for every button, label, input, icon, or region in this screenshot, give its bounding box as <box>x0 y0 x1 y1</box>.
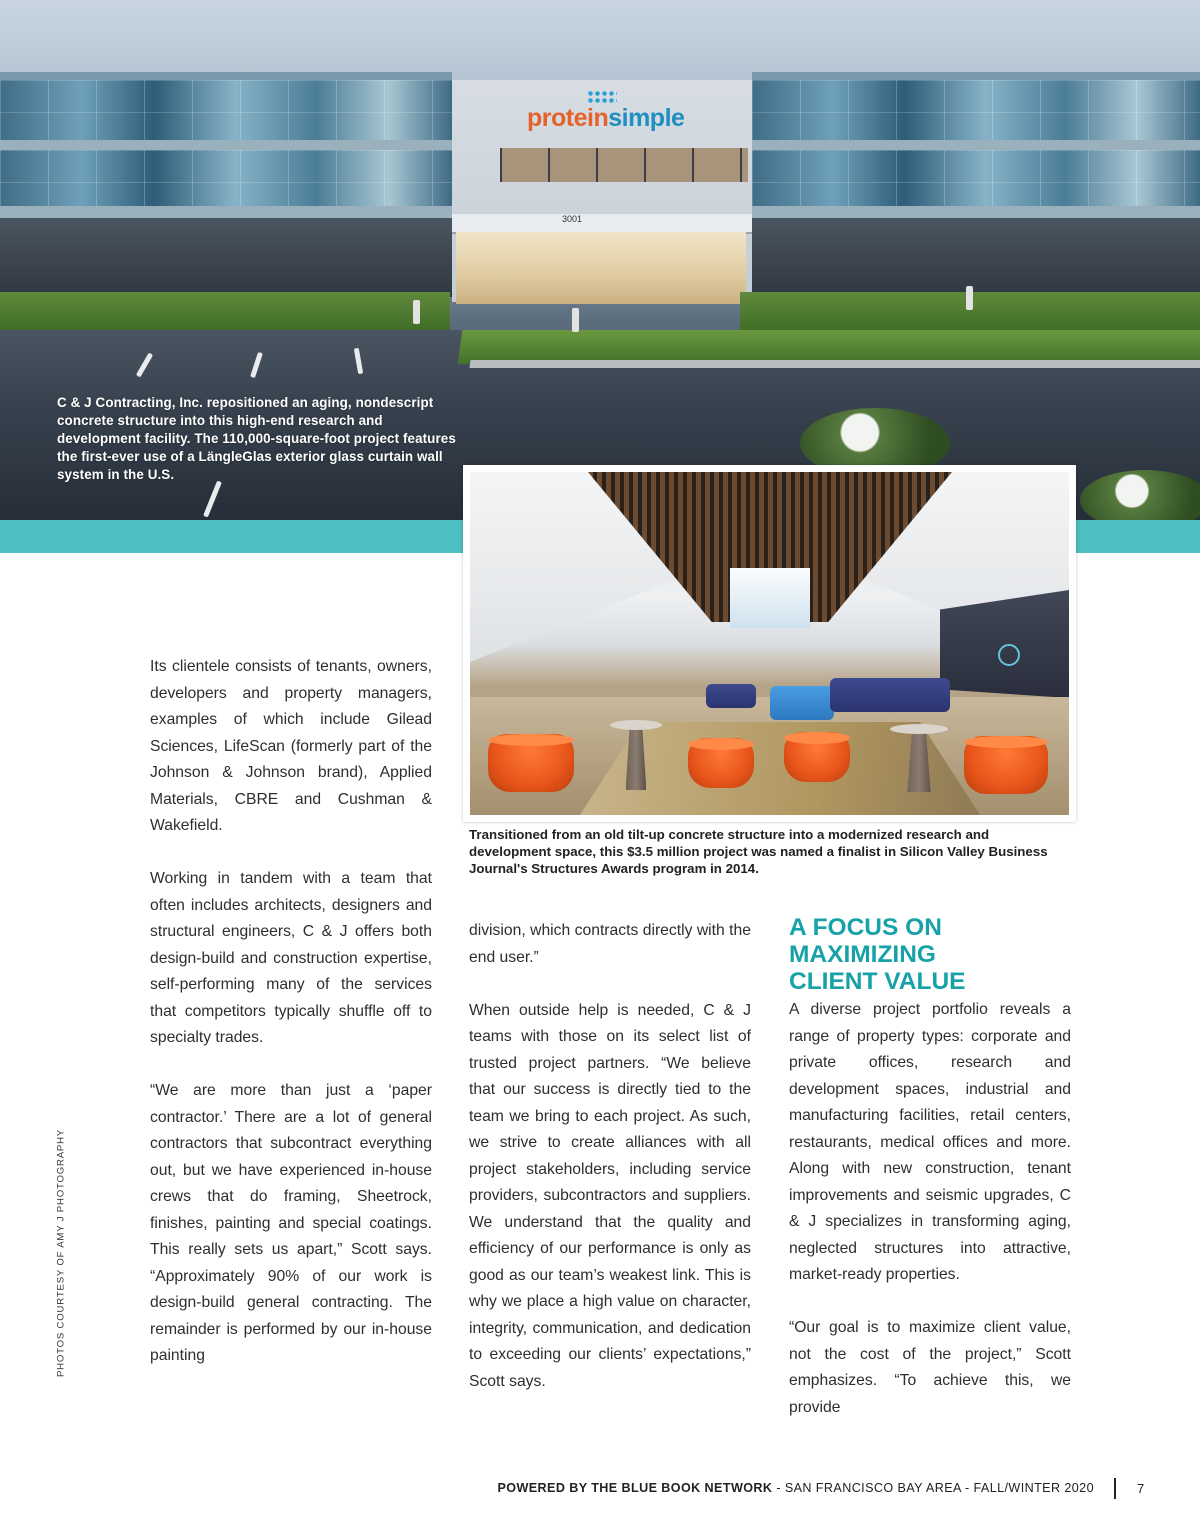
building-right-wing <box>752 72 1200 297</box>
bollard <box>572 308 579 332</box>
paragraph: Its clientele consists of tenants, owners, developers and property managers, examples of which include Gilead Sciences, LifeScan (formerly part of the Johnson & Johnson brand), Applied Materials, CBRE and Cushman & Wakefield. <box>150 658 432 834</box>
heading-line: CLIENT VALUE <box>789 968 966 995</box>
text-column-3 <box>789 997 1071 1421</box>
photo-credit <box>53 1115 69 1391</box>
page-footer <box>0 1478 1200 1500</box>
round-table <box>610 720 662 790</box>
navy-sofa <box>706 684 756 708</box>
office-interior-photo <box>470 472 1069 815</box>
page-number: 7 <box>1137 1481 1145 1496</box>
skylight <box>730 568 810 628</box>
footer-brand: POWERED BY THE BLUE BOOK NETWORK <box>497 1481 773 1495</box>
heading-line: MAXIMIZING <box>789 941 936 968</box>
building-left-wing <box>0 72 452 297</box>
orange-ottoman <box>488 734 574 792</box>
upper-windows <box>500 148 748 182</box>
orange-ottoman <box>784 732 850 782</box>
orange-ottoman <box>688 738 754 788</box>
paragraph: A diverse project portfolio reveals a range of property types: corporate and private offices, research and development spaces, industrial and manufacturing facilities, retail centers, restaurants, medical offices and more. Along with new construction, tenant improvements and seismic upgrades, C & J specializes in transforming aging, neglected structures into attractive, market-ready properties. <box>789 1001 1071 1283</box>
footer-publication <box>497 1481 1094 1495</box>
heading-line: A FOCUS ON <box>789 914 942 941</box>
text-column-1 <box>150 654 432 1370</box>
text-column-2 <box>469 918 751 1395</box>
hero-photo <box>0 0 1200 520</box>
logo-dots-icon <box>587 90 617 104</box>
inset-photo-frame <box>463 465 1076 822</box>
entrance-canopy <box>452 214 752 234</box>
section-heading <box>789 914 1079 995</box>
footer-divider <box>1114 1478 1116 1499</box>
paragraph: Working in tandem with a team that often includes architects, designers and structural engineers, C & J offers both design-build and construction expertise, self-performing many of the services that competitors typically shuffle off to specialty trades. <box>150 870 432 1046</box>
paragraph: When outside help is needed, C & J teams with those on its select list of trusted project partners. “We believe that our success is directly tied to the team we bring to each project. As such, we strive to create alliances with all project stakeholders, including service providers, subcontractors and suppliers. We understand that the quality and efficiency of our performance is only as good as our team’s weakest link. This is why we place a high value on character, integrity, communication, and dedication to exceeding our clients’ expectations,” Scott says. <box>469 1001 751 1390</box>
bollard <box>966 286 973 310</box>
bollard <box>413 300 420 324</box>
round-table <box>890 724 948 792</box>
building-logo <box>527 104 684 133</box>
photo-credit-text: PHOTOS COURTESY OF AMY J PHOTOGRAPHY <box>55 1128 67 1378</box>
footer-edition: - SAN FRANCISCO BAY AREA - FALL/WINTER 2020 <box>772 1481 1094 1495</box>
lawn-left <box>0 292 450 334</box>
lobby-glass <box>456 232 746 304</box>
logo-part-2: simple <box>608 104 685 132</box>
screen-logo-icon <box>998 644 1020 666</box>
orange-ottoman <box>964 736 1048 794</box>
address-number: 3001 <box>562 214 583 224</box>
blue-lounge-chair <box>770 686 834 720</box>
landscape-island <box>458 330 1200 364</box>
paragraph: “We are more than just a ‘paper contractor.’ There are a lot of general contractors that subcontract everything out, but we have experienced in-house crews that do framing, Sheetrock, finishes, painting and special coatings. This really sets us apart,” Scott says. “Approximately 90% of our work is design-build general contracting. The remainder is performed by our in-house painting <box>150 1082 432 1364</box>
inset-caption: Transitioned from an old tilt-up concrete structure into a modernized research and development space, this $3.5 million project was named a finalist in Silicon Valley Business Journal's Structures Awards program in 2014. <box>469 827 1048 876</box>
paragraph: “Our goal is to maximize client value, not the cost of the project,” Scott emphasizes. “To achieve this, we provide <box>789 1319 1071 1416</box>
hero-caption: C & J Contracting, Inc. repositioned an aging, nondescript concrete structure into this high-end research and development facility. The 110,000-square-foot project features the first-ever use of a LängleGlas exterior glass curtain wall system in the U.S. <box>57 395 456 482</box>
curb <box>469 360 1200 368</box>
navy-sofa <box>830 678 950 712</box>
paragraph: division, which contracts directly with the end user.” <box>469 922 751 966</box>
logo-part-1: protein <box>527 104 609 132</box>
